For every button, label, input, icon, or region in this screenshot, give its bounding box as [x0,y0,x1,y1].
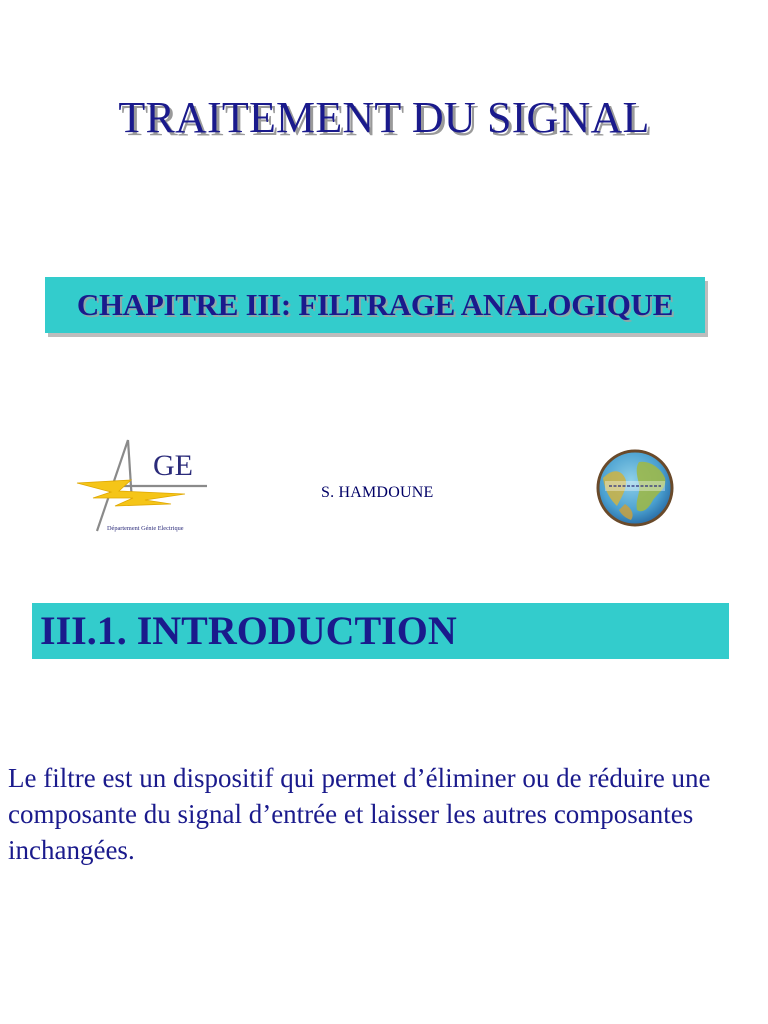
body-paragraph: Le filtre est un dispositif qui permet d’éliminer ou de réduire une composante du signal d’entrée et laisser les autres composantes inchangées. [8,763,711,865]
section-banner [32,603,729,659]
chapter-title: CHAPITRE III: FILTRAGE ANALOGIQUE [76,287,674,322]
logo-caption: Département Génie Electrique [107,525,184,532]
chapter-banner [45,277,705,333]
logo-abbreviation: GE [153,449,193,482]
document-title: TRAITEMENT DU SIGNAL [118,93,650,142]
section-heading: III.1. INTRODUCTION [40,608,457,653]
university-globe-logo-icon [595,448,675,528]
department-logo-icon [75,436,215,536]
author-name: S. HAMDOUNE [321,484,434,501]
